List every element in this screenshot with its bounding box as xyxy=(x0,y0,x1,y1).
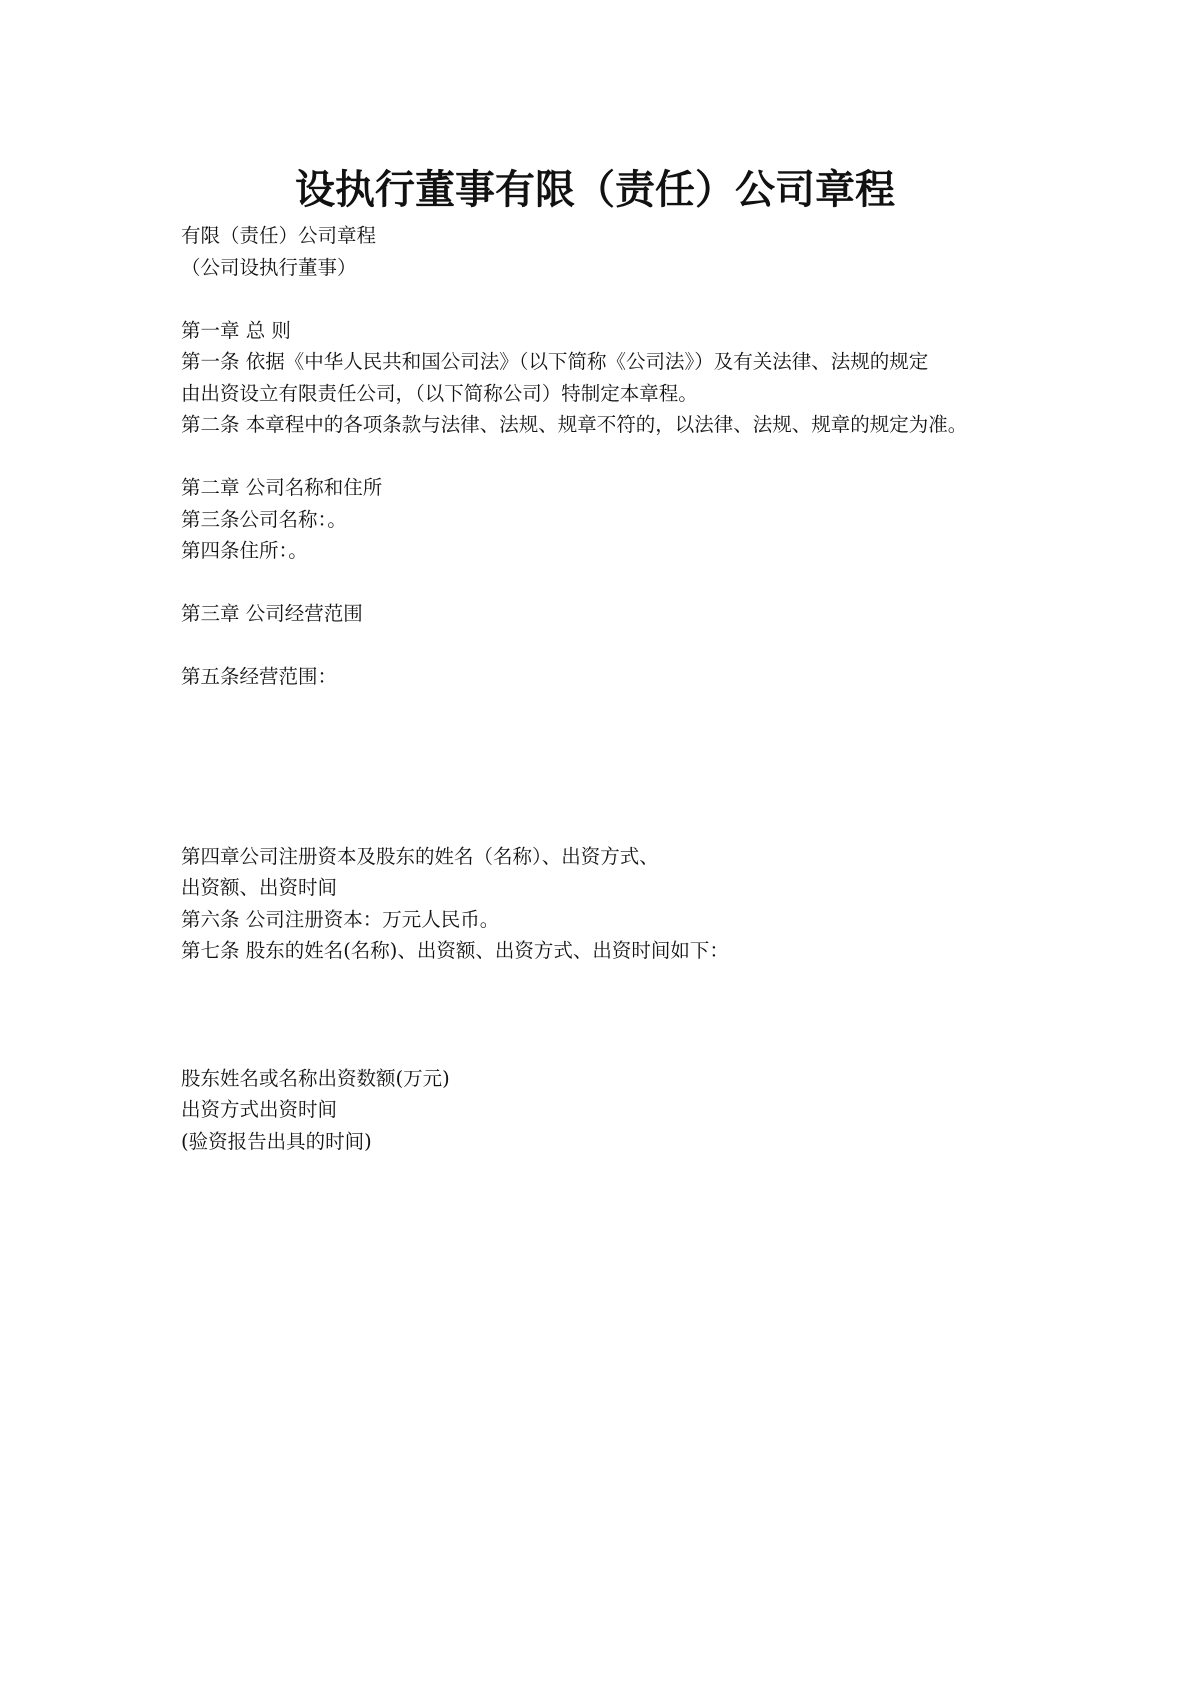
shareholder-table-line-1: 股东姓名或名称出资数额(万元) xyxy=(181,1066,450,1090)
document-body xyxy=(181,220,1141,1157)
spacer xyxy=(181,630,1141,662)
article-2: 第二条 本章程中的各项条款与法律、法规、规章不符的，以法律、法规、规章的规定为准。 xyxy=(181,413,968,436)
article-3: 第三条公司名称：。 xyxy=(181,507,347,531)
spacer xyxy=(181,693,1141,841)
spacer xyxy=(181,967,1141,1063)
spacer xyxy=(181,567,1141,599)
spacer xyxy=(181,441,1141,473)
article-7: 第七条 股东的姓名(名称)、出资额、出资方式、出资时间如下： xyxy=(181,939,729,962)
article-1-line-1: 第一条 依据《中华人民共和国公司法》（以下简称《公司法》）及有关法律、法规的规定 xyxy=(181,350,929,373)
article-5: 第五条经营范围： xyxy=(181,665,338,688)
article-4: 第四条住所：。 xyxy=(181,539,308,562)
chapter-3-heading: 第三章 公司经营范围 xyxy=(181,602,363,625)
shareholder-table-line-2: 出资方式出资时间 xyxy=(181,1098,338,1121)
chapter-4-heading-line-2: 出资额、出资时间 xyxy=(181,876,338,899)
article-6: 第六条 公司注册资本：万元人民币。 xyxy=(181,907,500,931)
shareholder-table-line-3: (验资报告出具的时间) xyxy=(181,1129,372,1153)
chapter-4-heading-line-1: 第四章公司注册资本及股东的姓名（名称）、出资方式、 xyxy=(181,844,659,868)
document-title: 设执行董事有限（责任）公司章程 xyxy=(295,166,895,213)
article-1-line-2: 由出资设立有限责任公司，（以下简称公司）特制定本章程。 xyxy=(181,381,698,405)
subtitle-company-charter: 有限（责任）公司章程 xyxy=(181,224,377,247)
subtitle-executive-director: （公司设执行董事） xyxy=(181,255,357,279)
spacer xyxy=(181,283,1141,315)
chapter-1-heading: 第一章 总 则 xyxy=(181,318,291,342)
chapter-2-heading: 第二章 公司名称和住所 xyxy=(181,476,383,499)
